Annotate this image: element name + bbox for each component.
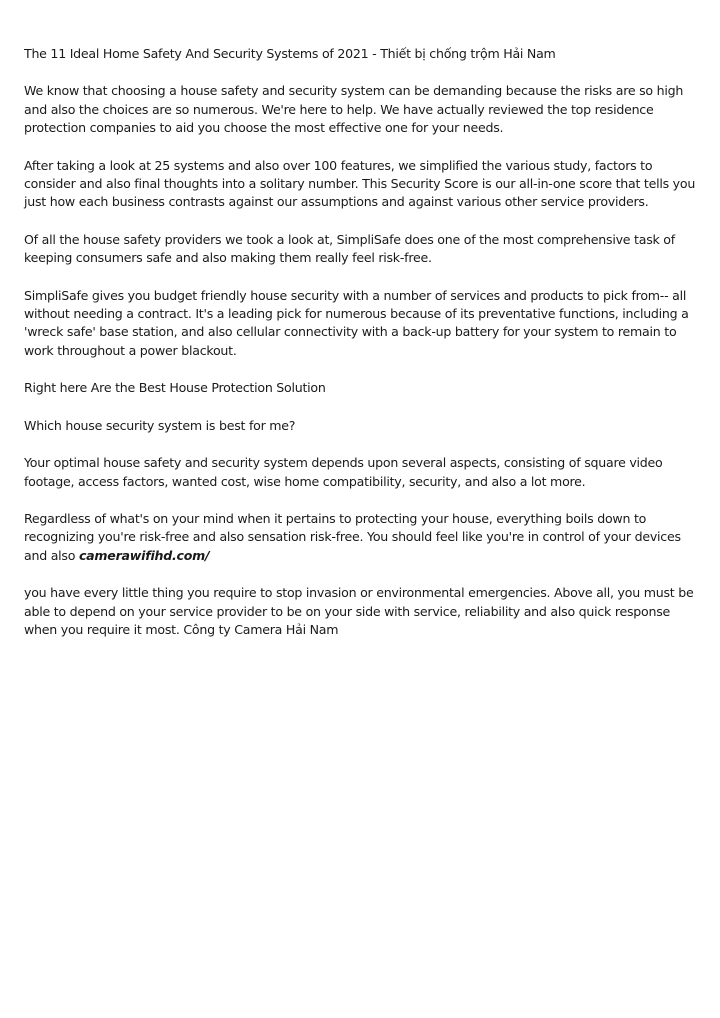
- document-body: [24, 45, 704, 658]
- paragraph-simplisafe-details: SimpliSafe gives you budget friendly house security with a number of services and products to pick from-- all without needing a contract. It's a leading pick for numerous because of its preventative functions, including a 'wreck safe' base station, and also cellular connectivity with a back-up battery for your system to remain to work throughout a power blackout.: [24, 287, 689, 358]
- paragraph-optimal-system: Your optimal house safety and security system depends upon several aspects, consisting of square video footage, access factors, wanted cost, wise home compatibility, security, and also a lot more.: [24, 455, 663, 489]
- paragraph-security-score: After taking a look at 25 systems and also over 100 features, we simplified the various study, factors to consider and also final thoughts into a solitary number. This Security Score is our all-in-one score that tells you just how each business contrasts against our assumptions and against various other service providers.: [24, 157, 696, 210]
- paragraph-simplisafe-overview: Of all the house safety providers we took a look at, SimpliSafe does one of the most comprehensive task of keeping consumers safe and also making them really feel risk-free.: [24, 231, 675, 266]
- paragraph-intro: We know that choosing a house safety and security system can be demanding because the risks are so high and also the choices are so numerous. We're here to help. We have actually reviewed the top residence protection companies to aid you choose the most effective one for your needs.: [24, 83, 684, 136]
- paragraph-closing: you have every little thing you require to stop invasion or environmental emergencies. Above all, you must be able to depend on your service provider to be on your side with service, reliability and also quick response when you require it most. Công ty Camera Hải Nam: [24, 585, 694, 637]
- paragraph-peace-of-mind-text: Regardless of what's on your mind when it pertains to protecting your house, everything boils down to recognizing you're risk-free and also sensation risk-free. You should feel like you're in control of your devices and also: [24, 510, 681, 563]
- camerawifihd-link[interactable]: camerawifihd.com/: [78, 547, 210, 563]
- document-title: The 11 Ideal Home Safety And Security Systems of 2021 - Thiết bị chống trộm Hải Nam: [24, 46, 556, 61]
- paragraph-peace-of-mind: [24, 510, 704, 565]
- section-heading-which-system: Which house security system is best for me?: [24, 417, 296, 433]
- section-heading-best-solution: Right here Are the Best House Protection Solution: [24, 380, 326, 396]
